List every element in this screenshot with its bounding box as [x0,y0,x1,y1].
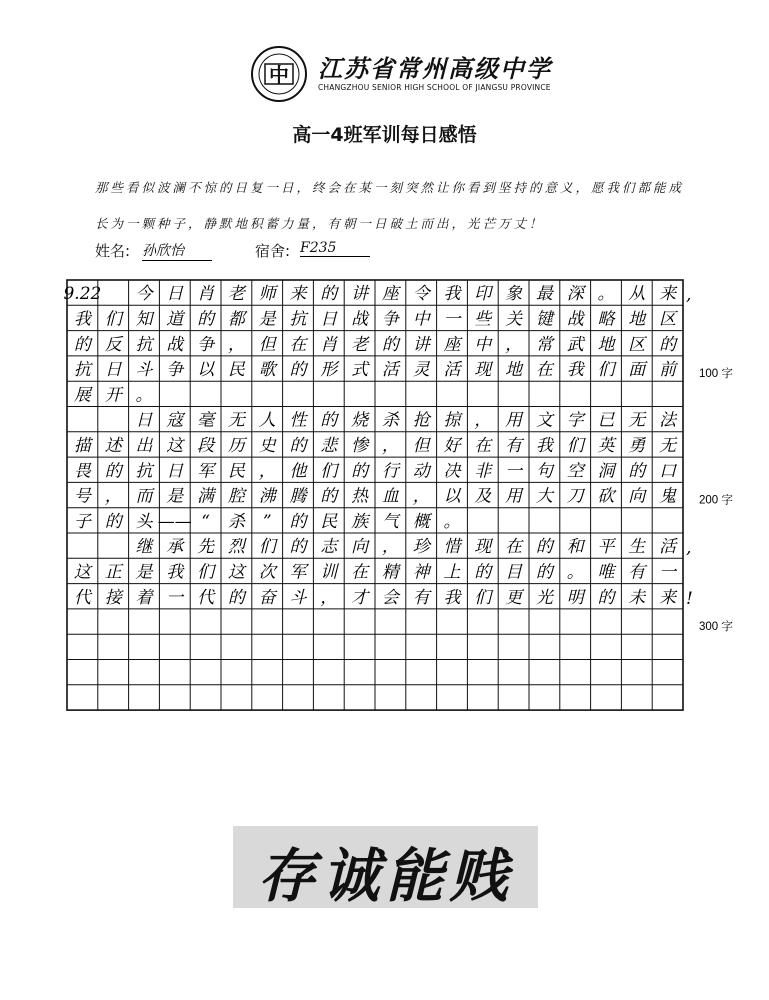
grid-cell: 的 [289,360,307,381]
grid-lines [67,280,683,710]
grid-cell: 惜 [443,537,461,558]
grid-cell: 畏 [73,461,91,482]
grid-cell: 我 [73,309,91,330]
grid-cell: 日 [320,309,338,330]
grid-cell: 活 [443,360,461,381]
grid-cell: 承 [166,537,184,558]
grid-cell: 地 [597,334,615,355]
grid-cell: 号 [73,486,91,507]
grid-cell: 的 [289,537,307,558]
grid-cell: 杀 [381,410,399,431]
grid-cell: 在 [289,334,307,355]
grid-cell: 在 [505,537,523,558]
grid-cell: 面 [628,360,646,381]
grid-cell: 光 [535,587,553,608]
grid-cell: 们 [320,461,338,482]
grid-cell: 杀 [227,511,245,532]
grid-cell: 最 [535,284,553,305]
grid-cell: 以 [197,360,215,381]
grid-cell: 座 [443,334,461,355]
grid-cell: 抗 [289,309,307,330]
grid-cell: 们 [474,587,492,608]
grid-cell: 的 [474,562,492,583]
grid-cell: 展 [73,385,91,406]
grid-cell: 性 [289,410,307,431]
school-name-en: CHANGZHOU SENIOR HIGH SCHOOL OF JIANGSU PROVINCE [318,83,551,92]
grid-cell: 民 [227,360,245,381]
margin-mark: ! [686,588,693,609]
grid-cell: 们 [597,360,615,381]
grid-cell: 老 [351,334,369,355]
grid-cell: 字 [566,410,584,431]
grid-cell: 向 [628,486,646,507]
grid-cell: 争 [197,334,215,355]
grid-cell: 的 [289,511,307,532]
grid-cell: 抗 [135,334,153,355]
grid-cell: 明 [566,587,584,608]
grid-cell: 我 [566,360,584,381]
dorm-label: 宿舍: [255,242,291,260]
grid-cell: 斗 [135,360,153,381]
grid-cell: 的 [351,461,369,482]
grid-cell: 象 [505,284,523,305]
grid-cell: ” [262,511,272,532]
grid-cell: 活 [659,537,677,558]
grid-cell: 掠 [443,410,461,431]
grid-cell: 非 [474,461,492,482]
name-value: 孙欣怡 [142,240,212,261]
grid-cell: 头 [135,511,153,532]
grid-cell: 次 [258,562,276,583]
grid-cell: 9.22 [63,284,102,305]
grid-cell: 平 [597,537,615,558]
grid-cell: 形 [320,360,338,381]
grid-cell: 深 [566,284,584,305]
grid-cell: 我 [443,284,461,305]
grid-cell: 的 [628,461,646,482]
grid-cell: ， [258,461,276,482]
grid-cell: 及 [474,486,492,507]
grid-cell: 奋 [258,587,276,608]
name-label: 姓名: [95,242,131,260]
grid-cell: 继 [135,537,153,558]
grid-cell: 的 [320,486,338,507]
grid-cell: 式 [351,360,369,381]
grid-cell: 向 [351,537,369,558]
grid-cell: 口 [659,461,677,482]
grid-cell: 一 [505,461,523,482]
grid-cell: 好 [443,436,461,457]
grid-cell: 一 [166,587,184,608]
grid-cell: 珍 [412,537,430,558]
grid-cell: 已 [597,410,615,431]
grid-cell: 战 [166,334,184,355]
grid-cell: 的 [227,587,245,608]
grid-cell: 来 [659,587,677,608]
grid-cell: 反 [104,334,122,355]
emblem-text: 中 [269,63,289,87]
grid-cell: 勇 [628,436,646,457]
grid-cell: 寇 [166,410,184,431]
grid-cell: 日 [166,461,184,482]
grid-cell: 无 [628,410,646,431]
dorm-value: F235 [300,240,370,257]
grid-cell: 。 [443,511,461,532]
grid-cell: 子 [73,511,91,532]
grid-cell: 概 [412,511,430,532]
grid-cell: 描 [73,436,91,457]
grid-cell: 腔 [227,486,245,507]
grid-cell: 是 [166,486,184,507]
grid-cell: 热 [351,486,369,507]
grid-margin-marks [686,285,693,609]
word-count-label: 300 字 [699,621,733,634]
grid-cell: 史 [258,436,276,457]
grid-cell: 在 [351,562,369,583]
grid-cell: 有 [412,587,430,608]
grid-cell: 用 [505,486,523,507]
grid-cell: ， [104,486,122,507]
grid-cell: ， [320,587,338,608]
grid-cell: 的 [73,334,91,355]
grid-cell: 有 [505,436,523,457]
grid-cell: 现 [474,360,492,381]
grid-cell: 行 [381,461,399,482]
grid-cell: 烈 [227,537,245,558]
grid-cell: 区 [628,334,646,355]
grid-cell: 开 [104,385,122,406]
grid-cell: 有 [628,562,646,583]
grid-cell: 血 [381,486,399,507]
grid-cell: 烧 [351,410,369,431]
grid-cell: 肖 [197,284,215,305]
grid-cell: 的 [104,461,122,482]
grid-cell: 活 [381,360,399,381]
grid-cell: 但 [258,334,276,355]
grid-cell: 座 [381,284,399,305]
grid-cell: 先 [197,537,215,558]
grid-cell: 中 [412,309,430,330]
grid-cell: 现 [474,537,492,558]
grid-cell: 来 [289,284,307,305]
grid-cell: ， [474,410,492,431]
grid-cell: 抗 [135,461,153,482]
grid-cell: 知 [135,309,153,330]
grid-cell: 鬼 [659,486,677,507]
grid-cell: 前 [659,360,677,381]
grid-cell: 的 [320,284,338,305]
grid-text [63,284,679,608]
grid-cell: 地 [505,360,523,381]
grid-cell: 常 [535,334,553,355]
grid-cell: 刀 [566,486,584,507]
grid-cell: 代 [73,587,91,608]
grid-cell: ， [505,334,523,355]
margin-mark: , [686,285,692,306]
grid-cell: 的 [320,410,338,431]
grid-cell: 日 [166,284,184,305]
motto-line-2: 长为一颗种子，静默地积蓄力量，有朝一日破土而出，光芒万丈！ [95,216,545,231]
grid-cell: 的 [381,334,399,355]
grid-cell: 军 [197,461,215,482]
grid-cell: —— [157,511,192,532]
grid-cell: 砍 [597,486,615,507]
margin-mark: , [686,538,692,559]
grid-cell: 人 [258,410,276,431]
grid-cell: 印 [474,284,492,305]
grid-cell: 出 [135,436,153,457]
grid-cell: 正 [104,562,122,583]
grid-cell: 空 [566,461,584,482]
page-title: 高一4班军训每日感悟 [292,124,477,146]
grid-cell: 沸 [258,486,276,507]
grid-cell: 一 [659,562,677,583]
grid-cell: 无 [227,410,245,431]
grid-cell: 会 [381,587,399,608]
grid-cell: 肖 [320,334,338,355]
grid-cell: 斗 [289,587,307,608]
grid-cell: 都 [227,309,245,330]
grid-cell: 更 [505,587,523,608]
grid-cell: 用 [505,410,523,431]
grid-cell: 神 [412,562,430,583]
grid-cell: 腾 [289,486,307,507]
word-count-label: 100 字 [699,368,733,381]
grid-cell: 才 [351,587,369,608]
grid-cell: 接 [104,587,122,608]
grid-cell: ， [227,334,245,355]
grid-cell: 唯 [597,562,615,583]
grid-cell: 代 [197,587,215,608]
grid-cell: 上 [443,562,461,583]
grid-cell: 句 [535,461,553,482]
grid-cell: 未 [628,587,646,608]
grid-cell: 生 [628,537,646,558]
grid-cell: 我 [166,562,184,583]
grid-cell: 英 [597,436,615,457]
grid-cell: 这 [166,436,184,457]
grid-cell: 目 [505,562,523,583]
grid-cell: 在 [474,436,492,457]
grid-cell: 们 [258,537,276,558]
grid-cell: 这 [227,562,245,583]
grid-cell: 道 [166,309,184,330]
grid-cell: 抗 [73,360,91,381]
grid-cell: 关 [505,309,523,330]
grid-cell: 志 [320,537,338,558]
seal-text: 存诚能贱 [257,842,514,908]
grid-cell: 毫 [197,410,215,431]
grid-cell: 抢 [412,410,430,431]
grid-cell: 争 [166,360,184,381]
grid-cell: 灵 [412,360,430,381]
grid-cell: 法 [659,410,677,431]
grid-cell: 区 [659,309,677,330]
grid-cell: 的 [535,537,553,558]
grid-cell: ， [381,436,399,457]
grid-cell: “ [201,511,210,532]
grid-cell: 师 [258,284,276,305]
word-count-label: 200 字 [699,494,733,507]
grid-cell: 讲 [412,334,430,355]
grid-cell: 令 [412,284,430,305]
grid-cell: 无 [659,436,677,457]
grid-cell: 满 [197,486,215,507]
grid-cell: 民 [320,511,338,532]
grid-cell: 着 [135,587,153,608]
grid-cell: 军 [289,562,307,583]
grid-cell: 在 [535,360,553,381]
grid-cell: 今 [135,284,153,305]
grid-cell: 。 [566,562,584,583]
grid-cell: 的 [197,309,215,330]
grid-cell: 文 [535,410,553,431]
grid-cell: 段 [197,436,215,457]
grid-cell: 我 [443,587,461,608]
grid-cell: 历 [227,436,245,457]
grid-cell: 老 [227,284,245,305]
grid-cell: 民 [227,461,245,482]
word-count-labels [699,367,733,633]
grid-cell: 大 [535,486,553,507]
grid-cell: 洞 [597,461,615,482]
motto-line-1: 那些看似波澜不惊的日复一日，终会在某一刻突然让你看到坚持的意义，愿我们都能成 [95,180,685,195]
grid-cell: 是 [258,309,276,330]
school-name-cn: 江苏省常州高级中学 [318,54,552,83]
grid-cell: 战 [566,309,584,330]
grid-cell: 们 [566,436,584,457]
grid-cell: 悲 [320,436,338,457]
grid-cell: 的 [597,587,615,608]
grid-cell: 。 [597,284,615,305]
grid-cell: 日 [135,410,153,431]
grid-cell: 这 [73,562,91,583]
grid-cell: 族 [351,511,369,532]
grid-cell: 的 [659,334,677,355]
calligraphy-seal [233,826,538,908]
grid-cell: 训 [320,562,338,583]
grid-cell: 惨 [351,436,369,457]
grid-cell: 日 [104,360,122,381]
grid-cell: 键 [535,309,553,330]
grid-cell: 来 [659,284,677,305]
grid-cell: 争 [381,309,399,330]
grid-cell: 以 [443,486,461,507]
grid-cell: 们 [197,562,215,583]
grid-cell: 一 [443,309,461,330]
grid-cell: 地 [628,309,646,330]
grid-cell: 是 [135,562,153,583]
grid-cell: 武 [566,334,584,355]
grid-cell: 决 [443,461,461,482]
grid-cell: 些 [474,309,492,330]
grid-cell: 从 [628,284,646,305]
grid-cell: 但 [412,436,430,457]
grid-cell: 们 [104,309,122,330]
grid-cell: 。 [135,385,153,406]
grid-cell: 讲 [351,284,369,305]
grid-cell: 精 [381,562,399,583]
grid-cell: 的 [535,562,553,583]
grid-cell: 气 [381,511,399,532]
grid-cell: 的 [289,436,307,457]
grid-cell: 歌 [258,360,276,381]
grid-cell: 略 [597,309,615,330]
grid-cell: 他 [289,461,307,482]
grid-cell: 述 [104,436,122,457]
grid-cell: ， [381,537,399,558]
grid-cell: 战 [351,309,369,330]
grid-cell: 的 [104,511,122,532]
grid-cell: 而 [135,486,153,507]
grid-cell: 动 [412,461,430,482]
grid-cell: 我 [535,436,553,457]
grid-cell: 中 [474,334,492,355]
grid-cell: ， [412,486,430,507]
grid-cell: 和 [566,537,584,558]
